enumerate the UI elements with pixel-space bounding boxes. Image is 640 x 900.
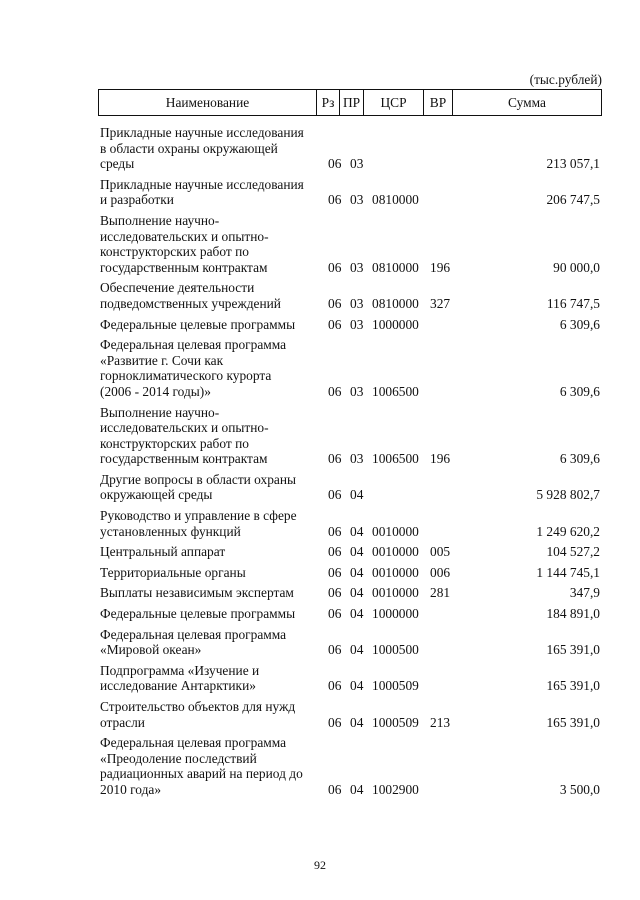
row-pr: 04	[350, 523, 364, 539]
row-name	[98, 317, 324, 333]
row-name-line: Федеральные целевые программы	[100, 606, 296, 622]
row-sum: 3 500,0	[559, 781, 600, 797]
row-name-line: горноклиматического курорта	[100, 368, 272, 384]
table-row	[98, 627, 602, 658]
row-rz: 06	[328, 781, 342, 797]
row-name	[98, 405, 324, 467]
row-vr: 281	[430, 585, 451, 601]
row-rz: 06	[328, 259, 342, 275]
row-pr: 03	[350, 156, 364, 172]
header-rz: Рз	[317, 90, 340, 115]
row-name-line: Центральный аппарат	[100, 544, 226, 560]
row-sum: 206 747,5	[546, 192, 600, 208]
row-name-line: 2010 года»	[100, 781, 162, 797]
table-row	[98, 544, 602, 560]
table-row	[98, 735, 602, 797]
row-csr: 1006500	[372, 383, 419, 399]
row-name	[98, 627, 324, 658]
row-rz: 06	[328, 451, 342, 467]
row-sum: 213 057,1	[546, 156, 600, 172]
table-row	[98, 699, 602, 730]
row-sum: 165 391,0	[546, 642, 600, 658]
row-sum: 347,9	[569, 585, 600, 601]
row-csr: 0010000	[372, 544, 419, 560]
row-rz: 06	[328, 714, 342, 730]
table-row	[98, 125, 602, 172]
table-row	[98, 472, 602, 503]
row-name	[98, 280, 324, 311]
row-rz: 06	[328, 585, 342, 601]
row-name-line: Строительство объектов для нужд	[100, 699, 296, 714]
row-sum: 5 928 802,7	[536, 487, 600, 503]
row-pr: 03	[350, 383, 364, 399]
table-row	[98, 585, 602, 601]
row-sum: 104 527,2	[546, 544, 600, 560]
row-pr: 04	[350, 781, 364, 797]
row-pr: 03	[350, 451, 364, 467]
row-csr: 1000000	[372, 606, 419, 622]
row-pr: 03	[350, 295, 364, 311]
row-pr: 04	[350, 606, 364, 622]
row-name	[98, 544, 324, 560]
row-name	[98, 565, 324, 581]
row-sum: 165 391,0	[546, 678, 600, 694]
units-label: (тыс.рублей)	[529, 72, 602, 87]
row-rz: 06	[328, 642, 342, 658]
row-rz: 06	[328, 295, 342, 311]
row-pr: 04	[350, 564, 364, 580]
row-pr: 03	[350, 192, 364, 208]
header-csr: ЦСР	[364, 90, 424, 115]
header-pr: ПР	[340, 90, 364, 115]
page-number: 92	[314, 858, 326, 872]
row-name-line: исследовательских и опытно-	[100, 228, 269, 244]
row-name-line: радиационных аварий на период до	[100, 766, 303, 782]
row-vr: 196	[430, 451, 451, 467]
row-name-line: (2006 - 2014 годы)»	[100, 383, 211, 399]
row-name-line: среды	[100, 156, 135, 172]
row-rz: 06	[328, 192, 342, 208]
row-csr: 1000500	[372, 642, 419, 658]
row-csr: 0810000	[372, 295, 419, 311]
row-rz: 06	[328, 544, 342, 560]
table-row	[98, 337, 602, 399]
table-row	[98, 317, 602, 333]
row-name	[98, 125, 324, 172]
table-header	[98, 89, 602, 116]
row-pr: 04	[350, 714, 364, 730]
row-name	[98, 606, 324, 622]
row-vr: 006	[430, 564, 451, 580]
row-name	[98, 472, 324, 503]
row-rz: 06	[328, 523, 342, 539]
row-sum: 165 391,0	[546, 714, 600, 730]
row-rz: 06	[328, 564, 342, 580]
row-name-line: Федеральная целевая программа	[100, 337, 287, 353]
row-name-line: государственным контрактам	[100, 451, 268, 467]
row-rz: 06	[328, 156, 342, 172]
row-csr: 0010000	[372, 585, 419, 601]
row-name-line: «Преодоление последствий	[100, 750, 257, 766]
row-name-line: Выполнение научно-	[100, 212, 220, 228]
table-row	[98, 508, 602, 539]
table-body	[98, 125, 602, 803]
row-rz: 06	[328, 606, 342, 622]
row-name-line: государственным контрактам	[100, 259, 268, 275]
row-name-line: Федеральная целевая программа	[100, 626, 287, 642]
row-rz: 06	[328, 487, 342, 503]
header-name: Наименование	[99, 90, 317, 115]
row-csr: 1000509	[372, 678, 419, 694]
table-row	[98, 280, 602, 311]
row-pr: 04	[350, 585, 364, 601]
row-name-line: Подпрограмма «Изучение и	[100, 662, 260, 678]
row-csr: 1002900	[372, 781, 419, 797]
row-name-line: Выплаты независимым экспертам	[100, 585, 294, 601]
row-pr: 04	[350, 544, 364, 560]
table-row	[98, 606, 602, 622]
row-name-line: окружающей среды	[100, 487, 213, 503]
row-name	[98, 585, 324, 601]
row-name	[98, 337, 324, 399]
row-vr: 005	[430, 544, 451, 560]
row-rz: 06	[328, 678, 342, 694]
row-vr: 213	[430, 714, 451, 730]
row-name-line: в области охраны окружающей	[100, 140, 278, 156]
row-csr: 0010000	[372, 523, 419, 539]
table-row	[98, 663, 602, 694]
table-row	[98, 177, 602, 208]
row-csr: 0010000	[372, 564, 419, 580]
row-name	[98, 699, 324, 730]
row-vr: 327	[430, 295, 451, 311]
row-sum: 90 000,0	[553, 259, 600, 275]
row-sum: 116 747,5	[546, 295, 600, 311]
row-name-line: и разработки	[100, 192, 174, 208]
row-pr: 04	[350, 642, 364, 658]
row-name-line: Федеральная целевая программа	[100, 735, 287, 751]
row-name-line: конструкторских работ по	[100, 435, 249, 451]
row-name-line: подведомственных учреждений	[100, 295, 281, 311]
row-name-line: «Развитие г. Сочи как	[100, 352, 224, 368]
row-sum: 6 309,6	[559, 316, 600, 332]
row-pr: 04	[350, 487, 364, 503]
row-name-line: установленных функций	[100, 523, 241, 539]
table-row	[98, 565, 602, 581]
row-csr: 0810000	[372, 259, 419, 275]
row-rz: 06	[328, 383, 342, 399]
row-csr: 1000509	[372, 714, 419, 730]
row-vr: 196	[430, 259, 451, 275]
row-name	[98, 735, 324, 797]
table-row	[98, 405, 602, 467]
row-name	[98, 508, 324, 539]
row-rz: 06	[328, 316, 342, 332]
row-name	[98, 177, 324, 208]
row-name-line: отрасли	[100, 714, 145, 730]
row-csr: 1000000	[372, 316, 419, 332]
row-name-line: конструкторских работ по	[100, 244, 249, 260]
row-name-line: исследование Антарктики»	[100, 678, 256, 694]
row-csr: 0810000	[372, 192, 419, 208]
row-name-line: Руководство и управление в сфере	[100, 508, 297, 524]
row-sum: 6 309,6	[559, 383, 600, 399]
row-name	[98, 213, 324, 275]
row-sum: 1 249 620,2	[536, 523, 600, 539]
row-pr: 03	[350, 259, 364, 275]
header-sum: Сумма	[508, 94, 546, 110]
row-sum: 184 891,0	[546, 606, 600, 622]
row-name-line: Прикладные научные исследования	[100, 125, 304, 140]
header-vr: ВР	[424, 90, 453, 115]
row-name-line: Федеральные целевые программы	[100, 316, 296, 332]
row-pr: 04	[350, 678, 364, 694]
row-sum: 1 144 745,1	[536, 564, 600, 580]
row-name	[98, 663, 324, 694]
row-csr: 1006500	[372, 451, 419, 467]
row-sum: 6 309,6	[559, 451, 600, 467]
row-name-line: Прикладные научные исследования	[100, 176, 304, 192]
row-name-line: Территориальные органы	[100, 564, 246, 580]
row-name-line: Обеспечение деятельности	[100, 280, 255, 296]
row-name-line: Выполнение научно-	[100, 404, 220, 420]
row-pr: 03	[350, 316, 364, 332]
row-name-line: «Мировой океан»	[100, 642, 202, 658]
row-name-line: исследовательских и опытно-	[100, 420, 269, 436]
table-row	[98, 213, 602, 275]
row-name-line: Другие вопросы в области охраны	[100, 471, 297, 487]
